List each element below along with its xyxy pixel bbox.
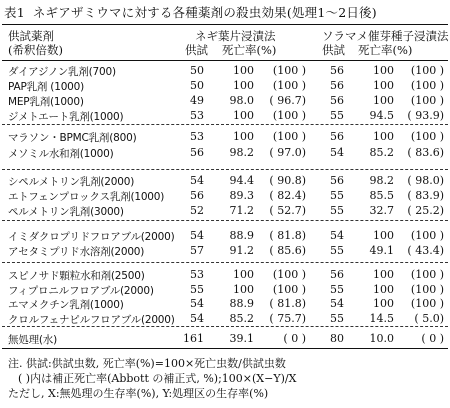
agent-name: ジメトエート乳剤(1000)	[8, 111, 124, 123]
table-row	[0, 189, 450, 203]
mortality-leaf: 100	[233, 79, 254, 92]
agent-name: クロルフェナピルフロアブル(2000)	[8, 314, 175, 326]
group-divider-4	[2, 262, 448, 263]
corrected-leaf: ( 96.7)	[269, 94, 306, 107]
corrected-seed: ( 5.0)	[414, 312, 444, 325]
mortality-leaf: 88.9	[229, 229, 254, 242]
group-divider-3	[2, 220, 448, 221]
corrected-leaf: ( 0 )	[283, 332, 306, 345]
table-row	[0, 297, 450, 311]
mortality-leaf: 88.9	[229, 297, 254, 310]
corrected-seed: (100 )	[410, 130, 444, 143]
count-seed: 80	[330, 332, 344, 345]
table-row	[0, 109, 450, 123]
count-leaf: 53	[190, 130, 204, 143]
agent-name: MEP乳剤(1000)	[8, 96, 84, 108]
corrected-leaf: (100 )	[272, 79, 306, 92]
agent-name: マラソン・BPMC乳剤(800)	[8, 132, 137, 144]
mortality-leaf: 100	[233, 283, 254, 296]
bottom-rule	[2, 348, 448, 349]
table-row	[0, 268, 450, 282]
mortality-seed: 100	[373, 268, 394, 281]
corrected-seed: ( 0 )	[421, 332, 444, 345]
corrected-leaf: ( 82.4)	[269, 189, 306, 202]
count-seed: 56	[330, 268, 344, 281]
table-row	[0, 94, 450, 108]
mortality-leaf: 85.2	[229, 312, 254, 325]
count-seed: 55	[330, 312, 344, 325]
table-caption: ネギアザミウマに対する各種薬剤の殺虫効果(処理1〜2日後)	[32, 5, 377, 20]
agent-name: ペルメトリン乳剤(3000)	[8, 206, 124, 218]
header-group-seed: ソラマメ催芽種子浸漬法	[322, 29, 449, 43]
mortality-seed: 10.0	[369, 332, 394, 345]
count-leaf: 57	[190, 244, 204, 257]
corrected-seed: ( 83.6)	[407, 146, 444, 159]
corrected-leaf: (100 )	[272, 283, 306, 296]
corrected-seed: (100 )	[410, 229, 444, 242]
mortality-seed: 100	[373, 94, 394, 107]
mortality-seed: 100	[373, 283, 394, 296]
table-title	[4, 3, 446, 21]
mortality-seed: 32.7	[369, 204, 394, 217]
table-row	[0, 174, 450, 188]
mortality-leaf: 89.3	[229, 189, 254, 202]
mortality-seed: 85.5	[369, 189, 394, 202]
corrected-leaf: ( 97.0)	[269, 146, 306, 159]
mortality-leaf: 100	[233, 268, 254, 281]
corrected-seed: ( 98.0)	[407, 174, 444, 187]
table-row	[0, 312, 450, 326]
mortality-seed: 100	[373, 130, 394, 143]
header-group-leaf: ネギ葉片浸漬法	[195, 29, 276, 43]
mortality-seed: 98.2	[369, 174, 394, 187]
agent-name: 無処理(水)	[8, 334, 57, 346]
corrected-seed: (100 )	[410, 268, 444, 281]
header-agent-sub: (希釈倍数)	[8, 43, 63, 57]
count-leaf: 54	[190, 174, 204, 187]
count-seed: 56	[330, 79, 344, 92]
count-leaf: 54	[190, 297, 204, 310]
table-row	[0, 244, 450, 258]
header-n-leaf: 供試	[185, 43, 208, 57]
header-n-seed: 供試	[322, 43, 345, 57]
table-row	[0, 283, 450, 297]
corrected-seed: (100 )	[410, 79, 444, 92]
count-leaf: 56	[190, 189, 204, 202]
count-leaf: 52	[190, 204, 204, 217]
count-leaf: 53	[190, 268, 204, 281]
top-rule	[2, 24, 448, 25]
count-seed: 56	[330, 94, 344, 107]
mortality-seed: 14.5	[369, 312, 394, 325]
corrected-leaf: ( 81.8)	[269, 229, 306, 242]
mortality-seed: 100	[373, 297, 394, 310]
corrected-seed: (100 )	[410, 64, 444, 77]
group-divider-1	[2, 124, 448, 125]
corrected-seed: (100 )	[410, 94, 444, 107]
table-row	[0, 229, 450, 243]
mortality-leaf: 94.4	[229, 174, 254, 187]
header-rule	[2, 60, 448, 61]
table-row	[0, 332, 450, 346]
count-seed: 54	[330, 146, 344, 159]
agent-name: アセタミプリド水溶剤(2000)	[8, 246, 145, 258]
mortality-leaf: 100	[233, 130, 254, 143]
corrected-seed: ( 25.2)	[407, 204, 444, 217]
corrected-seed: (100 )	[410, 297, 444, 310]
mortality-leaf: 91.2	[229, 244, 254, 257]
mortality-leaf: 98.2	[229, 146, 254, 159]
agent-name: エマメクチン乳剤(1000)	[8, 299, 124, 311]
header-mort-seed: 死亡率(%)	[358, 43, 413, 57]
note-line-3: ただし, X:無処理の生存率(%), Y:処理区の生存率(%)	[8, 387, 269, 400]
count-seed: 55	[330, 283, 344, 296]
note-line-2: ( )内は補正死亡率(Abbott の補正式, %);100×(X−Y)/X	[18, 372, 297, 385]
agent-name: エトフェンプロックス乳剤(1000)	[8, 191, 165, 203]
group-divider-5	[2, 326, 448, 327]
group-divider-2	[2, 169, 448, 170]
mortality-seed: 100	[373, 79, 394, 92]
table-row	[0, 146, 450, 160]
table-row	[0, 64, 450, 78]
mortality-leaf: 98.0	[229, 94, 254, 107]
table-number: 表1	[4, 5, 25, 20]
count-seed: 56	[330, 174, 344, 187]
corrected-leaf: ( 85.6)	[269, 244, 306, 257]
corrected-leaf: (100 )	[272, 109, 306, 122]
corrected-leaf: ( 52.7)	[269, 204, 306, 217]
count-seed: 55	[330, 244, 344, 257]
count-leaf: 54	[190, 312, 204, 325]
agent-name: メソミル水和剤(1000)	[8, 148, 114, 160]
corrected-leaf: ( 81.8)	[269, 297, 306, 310]
count-leaf: 55	[190, 283, 204, 296]
corrected-seed: ( 93.9)	[407, 109, 444, 122]
agent-name: フィプロニルフロアブル(2000)	[8, 285, 154, 297]
count-seed: 55	[330, 189, 344, 202]
count-leaf: 50	[190, 64, 204, 77]
mortality-leaf: 100	[233, 109, 254, 122]
corrected-leaf: (100 )	[272, 130, 306, 143]
corrected-leaf: (100 )	[272, 268, 306, 281]
count-leaf: 54	[190, 229, 204, 242]
corrected-leaf: (100 )	[272, 64, 306, 77]
mortality-leaf: 71.2	[229, 204, 254, 217]
count-leaf: 161	[183, 332, 204, 345]
corrected-leaf: ( 75.7)	[269, 312, 306, 325]
table-row	[0, 79, 450, 93]
agent-name: ダイアジノン乳剤(700)	[8, 66, 116, 78]
agent-name: スピノサド顆粒水和剤(2500)	[8, 270, 145, 282]
corrected-seed: (100 )	[410, 283, 444, 296]
mortality-seed: 49.1	[369, 244, 394, 257]
mortality-leaf: 100	[233, 64, 254, 77]
count-seed: 54	[330, 297, 344, 310]
table-notes	[8, 356, 446, 401]
count-seed: 54	[330, 229, 344, 242]
corrected-seed: ( 43.4)	[407, 244, 444, 257]
count-leaf: 53	[190, 109, 204, 122]
count-seed: 55	[330, 109, 344, 122]
header-agent: 供試薬剤	[8, 29, 54, 43]
header-mort-leaf: 死亡率(%)	[222, 43, 277, 57]
count-seed: 56	[330, 64, 344, 77]
mortality-seed: 94.5	[369, 109, 394, 122]
count-leaf: 50	[190, 79, 204, 92]
agent-name: PAP乳剤 (1000)	[8, 81, 85, 93]
table-row	[0, 130, 450, 144]
corrected-leaf: ( 90.8)	[269, 174, 306, 187]
mortality-seed: 100	[373, 64, 394, 77]
note-line-1: 注. 供試:供試虫数, 死亡率(%)=100×死亡虫数/供試虫数	[8, 357, 286, 370]
mortality-seed: 100	[373, 229, 394, 242]
count-seed: 56	[330, 130, 344, 143]
count-leaf: 56	[190, 146, 204, 159]
mortality-seed: 85.2	[369, 146, 394, 159]
agent-name: イミダクロプリドフロアブル(2000)	[8, 231, 175, 243]
count-leaf: 49	[190, 94, 204, 107]
count-seed: 55	[330, 204, 344, 217]
agent-name: シペルメトリン乳剤(2000)	[8, 176, 135, 188]
mortality-leaf: 39.1	[229, 332, 254, 345]
table-row	[0, 204, 450, 218]
corrected-seed: ( 83.9)	[407, 189, 444, 202]
